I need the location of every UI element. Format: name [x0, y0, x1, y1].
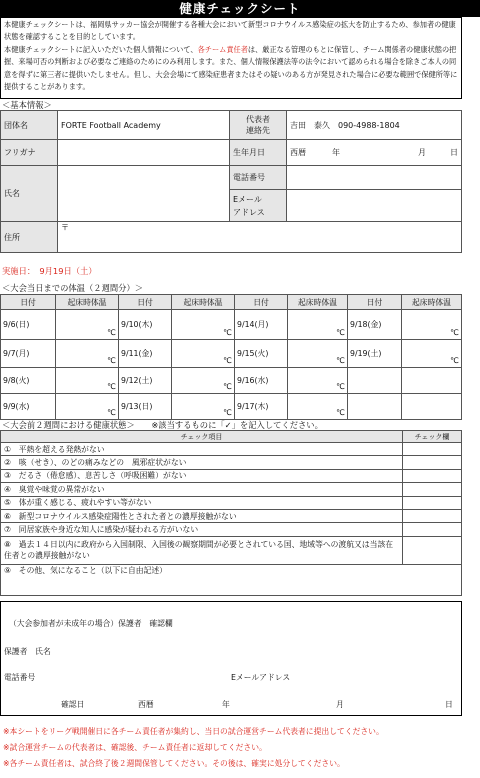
temp-date	[348, 368, 402, 394]
temp-value-field[interactable]: ℃	[288, 368, 348, 394]
temp-row	[1, 310, 462, 340]
check-box[interactable]	[403, 509, 462, 522]
temp-date: 9/7(月)	[1, 340, 56, 368]
email-label: Eメール アドレス	[230, 190, 287, 222]
representative-label: 代表者 連絡先	[230, 111, 287, 140]
basic-info-table	[0, 110, 462, 253]
check-row	[1, 509, 462, 522]
temperature-header: ＜大会当日までの体温（２週間分）＞	[2, 283, 144, 293]
check-box[interactable]	[403, 496, 462, 509]
name-field[interactable]	[58, 166, 230, 222]
check-row	[1, 496, 462, 509]
event-day: 実施日： 9月19日（土）	[2, 266, 97, 276]
check-row	[1, 523, 462, 536]
check-item-text: ⑧ 過去１４日以内に政府から入国制限、入国後の観察期間が必要とされている国、地域等への渡航又は当該在住者との濃厚接触がない	[1, 536, 403, 564]
team-name-value[interactable]: FORTE Football Academy	[58, 111, 230, 140]
temp-date: 9/15(火)	[235, 340, 288, 368]
temp-value-field[interactable]: ℃	[56, 340, 119, 368]
intro-paragraph-2: 本健康チェックシートに記入いただいた個人情報について、各チーム責任者は、厳正なる管理のもとに保管し、チーム関係者の健康状態の把握、来場可否の判断および必要なご連絡のためにのみ利用します。また、個人情報保護法等の法令において認められる場合を除きご本人の同意を得ずに第三者に提供いたしません。但し、大会会場にて感染症患者またはその疑いのある方が発見された場合に必要な範囲で保健所等に提供することがあります。	[4, 44, 458, 92]
address-label: 住所	[1, 222, 58, 253]
temp-value-field[interactable]: ℃	[172, 310, 235, 340]
temp-value-field[interactable]: ℃	[402, 340, 462, 368]
check-item-text: ④ 臭覚や味覚の異常がない	[1, 483, 403, 496]
temp-value-field[interactable]: ℃	[56, 394, 119, 420]
address-field[interactable]: 〒	[58, 222, 462, 253]
temp-value-field[interactable]: ℃	[172, 368, 235, 394]
phone-field[interactable]	[287, 166, 462, 190]
temp-date: 9/12(土)	[119, 368, 172, 394]
temp-row	[1, 394, 462, 420]
temp-value-field[interactable]: ℃	[56, 368, 119, 394]
birthdate-label: 生年月日	[230, 140, 287, 166]
temp-col-header: 起床時体温	[288, 295, 348, 310]
temp-col-header: 起床時体温	[402, 295, 462, 310]
guardian-phone-label: 電話番号	[4, 673, 36, 682]
temp-date	[348, 394, 402, 420]
check-item-column-header: チェック項目	[1, 431, 403, 443]
temp-value-field	[402, 394, 462, 420]
check-row	[1, 443, 462, 456]
note-3: ※各チーム責任者は、試合終了後２週間保管してください。その後は、確実に処分してください。	[3, 759, 345, 768]
check-item-text: ① 平熱を超える発熱がない	[1, 443, 403, 456]
check-item-text: ⑦ 同居家族や身近な知人に感染が疑われる方がいない	[1, 523, 403, 536]
check-box[interactable]	[403, 469, 462, 482]
check-item-text: ⑥ 新型コロナウイルス感染症陽性とされた者との濃厚接触がない	[1, 509, 403, 522]
note-1: ※本シートをリーグ戦開催日に各チーム責任者が集約し、当日の試合運営チーム代表者に提出してください。	[3, 727, 384, 736]
temp-date: 9/9(水)	[1, 394, 56, 420]
check-row	[1, 456, 462, 469]
temp-date: 9/14(月)	[235, 310, 288, 340]
guardian-confirm-day: 日	[445, 700, 453, 709]
check-row	[1, 564, 462, 595]
intro-box	[0, 17, 462, 99]
note-2: ※試合運営チームの代表者は、確認後、チーム責任者に返却してください。	[3, 743, 267, 752]
intro-paragraph-1: 本健康チェックシートは、福岡県サッカー協会が開催する各種大会において新型コロナウイルス感染症の拡大を防止するため、参加者の健康状態を確認することを目的としています。	[4, 20, 456, 42]
temp-col-header: 日付	[1, 295, 56, 310]
furigana-field[interactable]	[58, 140, 230, 166]
check-mark-column-header: チェック欄	[403, 431, 462, 443]
representative-value[interactable]: 吉田 泰久 090-4988-1804	[287, 111, 462, 140]
temp-date: 9/18(金)	[348, 310, 402, 340]
check-item-text: ③ だるさ（倦怠感）、息苦しさ（呼吸困難）がない	[1, 469, 403, 482]
temp-value-field	[402, 368, 462, 394]
temp-col-header: 日付	[119, 295, 172, 310]
temp-value-field[interactable]: ℃	[402, 310, 462, 340]
check-item-text: ⑨ その他、気になること（以下に自由記述）	[1, 564, 462, 595]
check-item-text: ② 咳（せき）、のどの痛みなどの 風邪症状がない	[1, 456, 403, 469]
temp-value-field[interactable]: ℃	[172, 394, 235, 420]
temperature-table	[0, 294, 462, 420]
check-box[interactable]	[403, 536, 462, 564]
check-row	[1, 536, 462, 564]
temp-date: 9/13(日)	[119, 394, 172, 420]
temp-col-header: 起床時体温	[172, 295, 235, 310]
temp-value-field[interactable]: ℃	[56, 310, 119, 340]
health-check-header: ＜大会前２週間における健康状態＞ ※該当するものに「✓」を記入してください。	[2, 420, 323, 430]
temp-value-field[interactable]: ℃	[288, 394, 348, 420]
guardian-confirm-era: 西暦	[138, 700, 154, 709]
guardian-section	[0, 601, 462, 716]
check-box[interactable]	[403, 443, 462, 456]
temp-row	[1, 340, 462, 368]
name-label: 氏名	[1, 166, 58, 222]
guardian-name-label: 保護者 氏名	[4, 647, 51, 656]
temp-value-field[interactable]: ℃	[288, 340, 348, 368]
check-box[interactable]	[403, 523, 462, 536]
furigana-label: フリガナ	[1, 140, 58, 166]
health-check-table	[0, 430, 462, 596]
guardian-email-label: Eメールアドレス	[231, 673, 291, 682]
temp-col-header: 起床時体温	[56, 295, 119, 310]
temp-date: 9/11(金)	[119, 340, 172, 368]
email-field[interactable]	[287, 190, 462, 222]
temp-date: 9/6(日)	[1, 310, 56, 340]
temp-date: 9/8(火)	[1, 368, 56, 394]
guardian-confirm-month: 月	[336, 700, 344, 709]
temp-value-field[interactable]: ℃	[288, 310, 348, 340]
temp-date: 9/16(水)	[235, 368, 288, 394]
guardian-confirm-label: 確認日	[61, 700, 85, 709]
guardian-confirm-year: 年	[222, 700, 230, 709]
check-row	[1, 483, 462, 496]
temp-date: 9/19(土)	[348, 340, 402, 368]
check-box[interactable]	[403, 483, 462, 496]
team-name-label: 団体名	[1, 111, 58, 140]
check-item-text: ⑤ 体が重く感じる、疲れやすい等がない	[1, 496, 403, 509]
page-title: 健康チェックシート	[0, 0, 480, 17]
phone-label: 電話番号	[230, 166, 287, 190]
birthdate-field[interactable]: 西暦 年 月 日	[287, 140, 462, 166]
check-row	[1, 469, 462, 482]
temp-date: 9/17(木)	[235, 394, 288, 420]
guardian-title: （大会参加者が未成年の場合）保護者 確認欄	[9, 619, 173, 628]
temp-col-header: 日付	[348, 295, 402, 310]
temp-col-header: 日付	[235, 295, 288, 310]
check-box[interactable]	[403, 456, 462, 469]
temp-row	[1, 368, 462, 394]
basic-info-header: ＜基本情報＞	[2, 100, 52, 110]
temp-value-field[interactable]: ℃	[172, 340, 235, 368]
temp-date: 9/10(木)	[119, 310, 172, 340]
